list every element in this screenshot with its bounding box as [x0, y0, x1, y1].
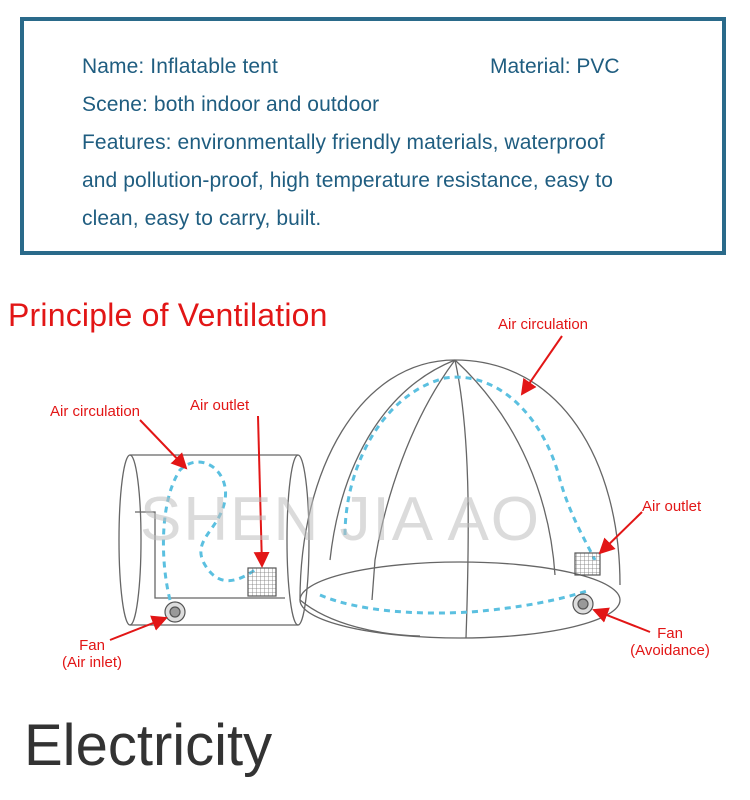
arrow-air-outlet-right — [600, 512, 642, 553]
spec-box — [20, 17, 726, 255]
label-fan-right-line1: Fan — [657, 625, 683, 642]
label-fan-right — [618, 625, 722, 659]
footer-title: Electricity — [24, 713, 273, 778]
right-fan — [573, 594, 593, 614]
spec-material: Material: PVC — [490, 55, 620, 78]
label-fan-left — [52, 637, 132, 671]
watermark: SHEN JIA AO — [140, 485, 542, 554]
label-air-outlet-right: Air outlet — [642, 498, 702, 515]
left-fan — [165, 602, 185, 622]
spec-name: Name: Inflatable tent — [82, 55, 278, 78]
label-fan-left-line1: Fan — [79, 637, 105, 654]
label-air-circulation-left: Air circulation — [50, 403, 141, 420]
label-fan-left-line2: (Air inlet) — [61, 654, 122, 671]
section-title: Principle of Ventilation — [8, 297, 328, 333]
right-outlet-grille — [575, 553, 600, 575]
label-air-circulation-top: Air circulation — [498, 316, 589, 333]
left-outlet-grille — [248, 568, 276, 596]
spec-features-line1: Features: environmentally friendly materials, waterproof — [82, 131, 605, 154]
arrow-air-circulation-left — [140, 420, 186, 468]
arrow-air-circulation-top — [522, 336, 562, 394]
spec-scene: Scene: both indoor and outdoor — [82, 93, 380, 116]
spec-features-line2: and pollution-proof, high temperature resistance, easy to — [82, 169, 614, 192]
spec-features-line3: clean, easy to carry, built. — [82, 207, 322, 230]
label-fan-right-line2: (Avoidance) — [630, 642, 710, 659]
label-air-outlet-left: Air outlet — [190, 397, 250, 414]
